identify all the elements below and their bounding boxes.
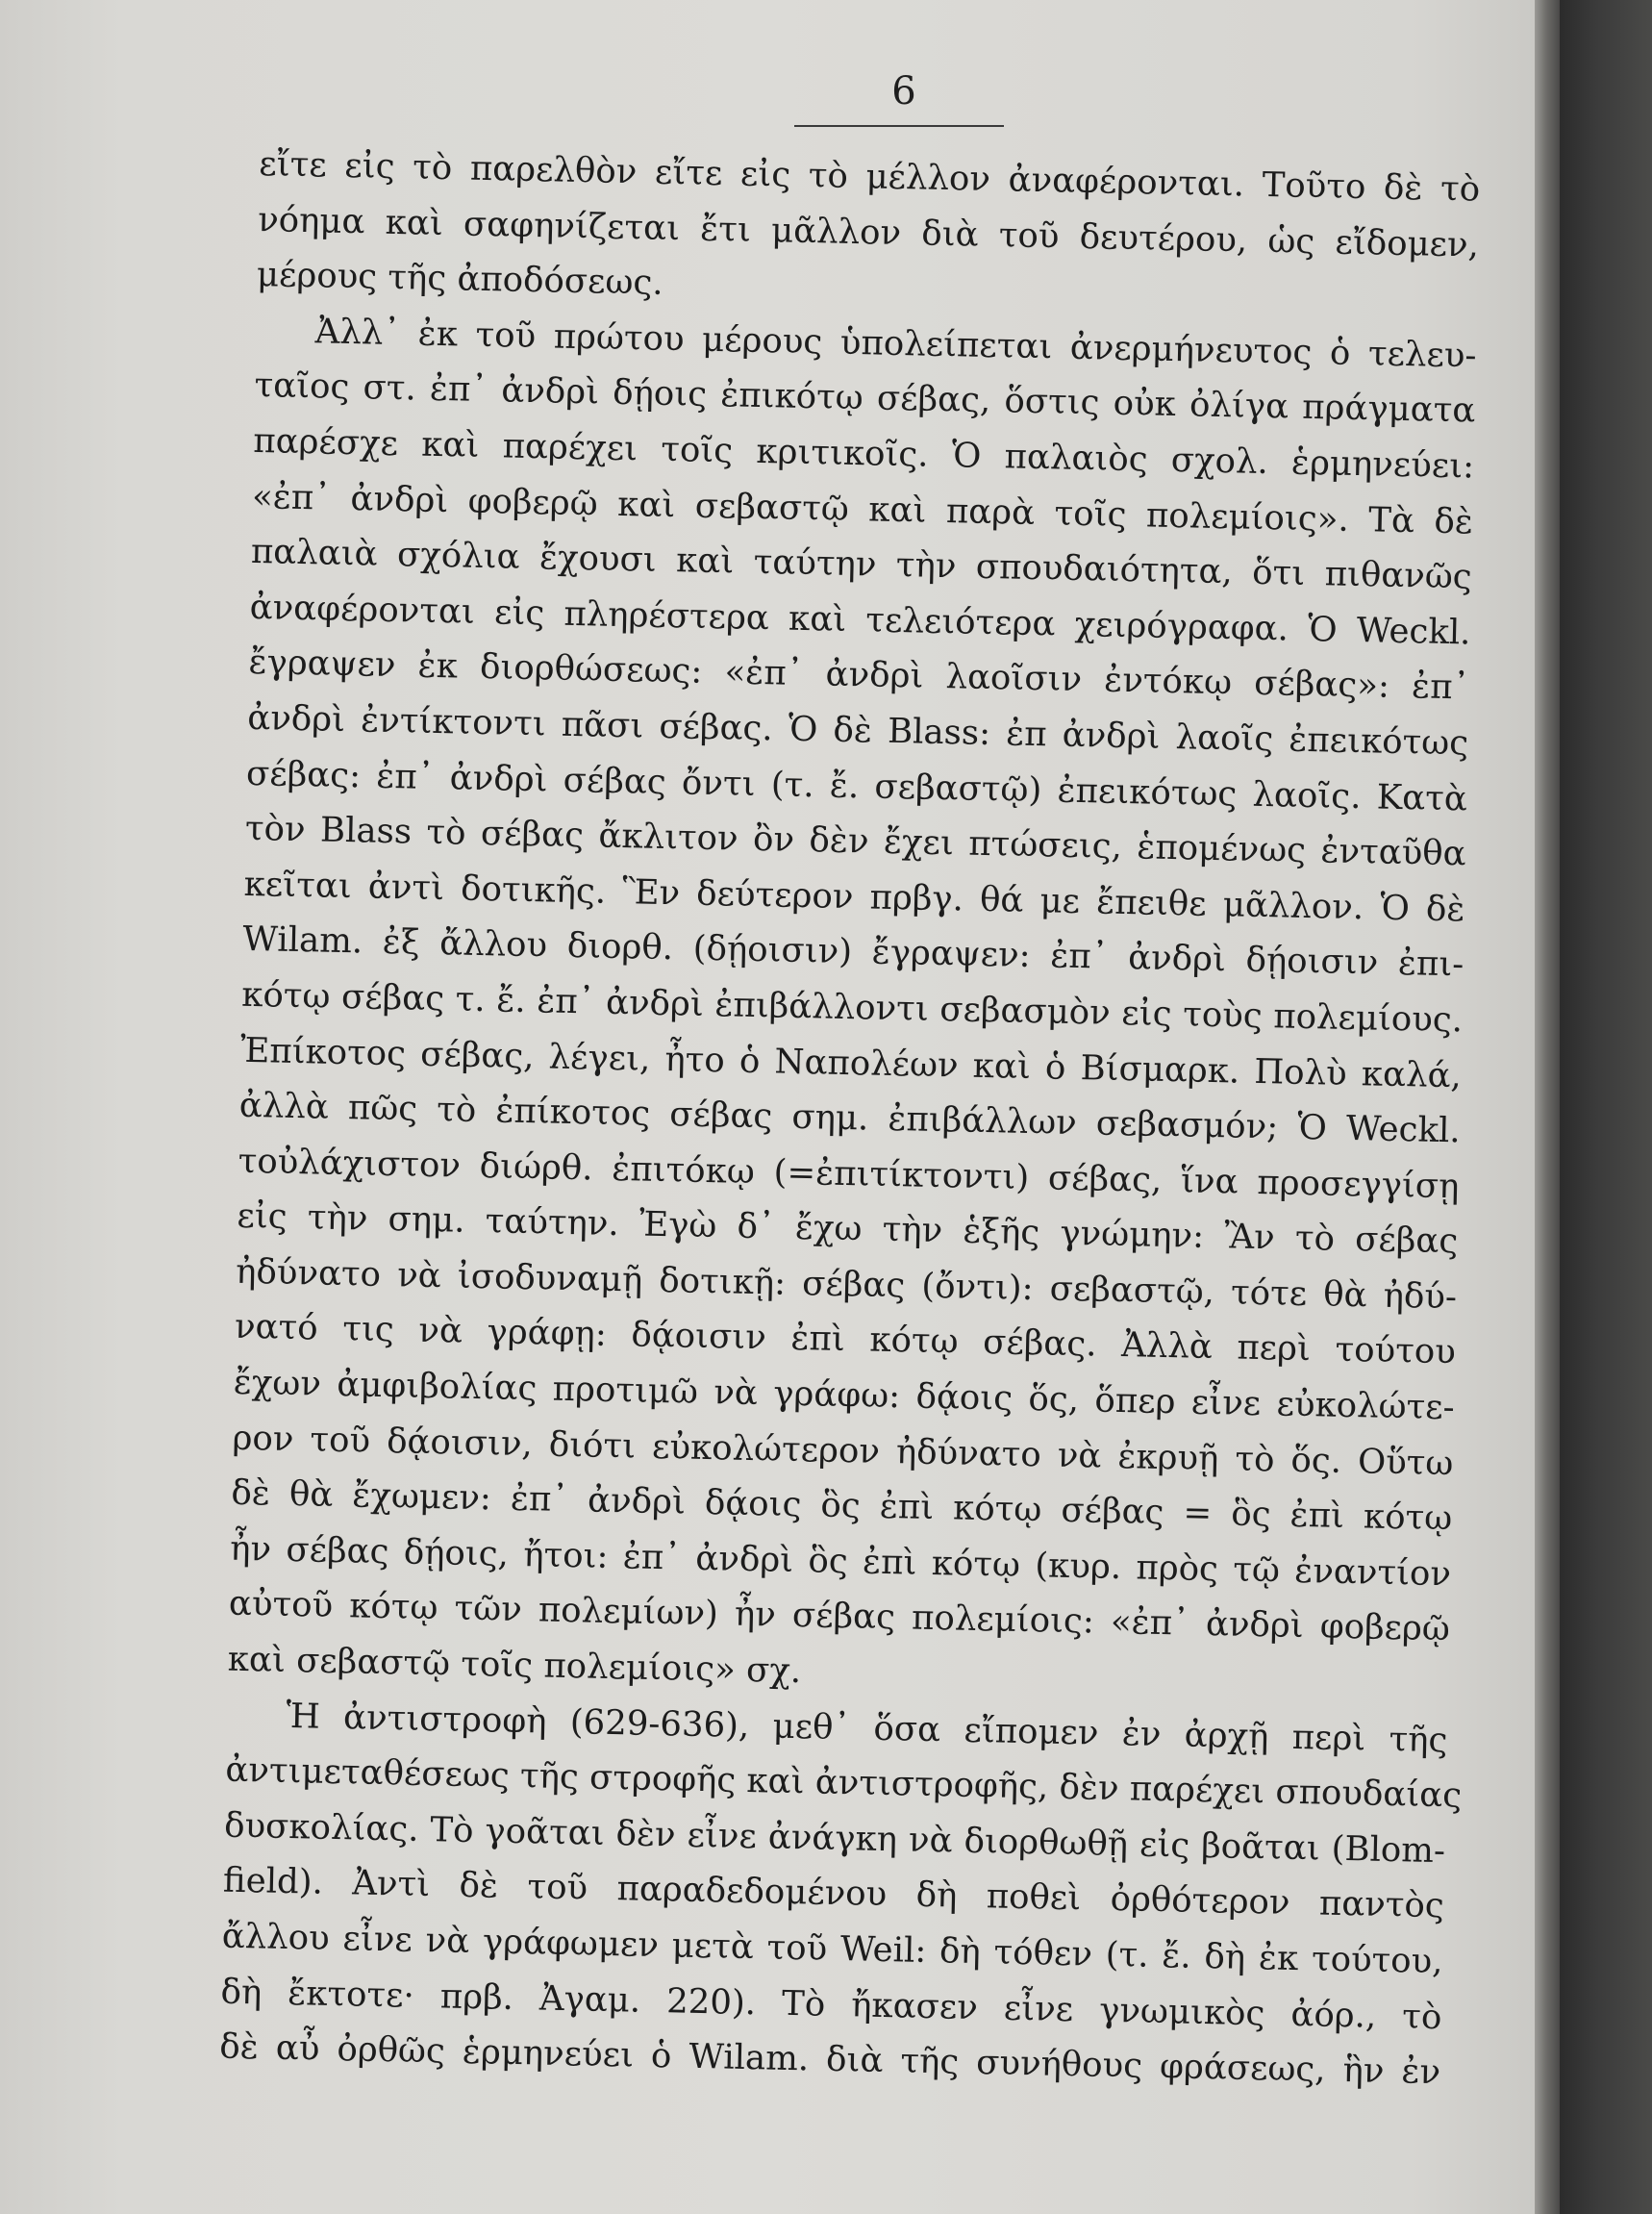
text-line: Ἡ ἀντιστροφὴ (629-636), μεθ᾽ ὅσα εἴπομεν ἐν ἀρχῇ περὶ τῆς bbox=[286, 1696, 1448, 1760]
text-line: δὴ ἔκτοτε· πρβ. Ἀγαμ. 220). Τὸ ἤκασεν εἶνε γνωμικὸς ἀόρ., τὸ bbox=[220, 1972, 1442, 2037]
text-line: νόημα καὶ σαφηνίζεται ἔτι μᾶλλον διὰ τοῦ δευτέρου, ὡς εἴδομεν, bbox=[257, 199, 1480, 265]
text-line: ἀλλὰ πῶς τὸ ἐπίκοτος σέβας σημ. ἐπιβάλλων σεβασμόν; Ὁ Weckl. bbox=[238, 1085, 1462, 1151]
text-line: ἠδύνατο νὰ ἰσοδυναμῇ δοτικῇ: σέβας (ὄντι): σεβαστῷ, τότε θὰ ἠδύ- bbox=[235, 1251, 1458, 1318]
text-line: δυσκολίας. Τὸ γοᾶται δὲν εἶνε ἀνάγκη νὰ διορθωθῇ εἰς βοᾶται (Blom- bbox=[223, 1805, 1446, 1872]
text-line: ρον τοῦ δᾴοισιν, διότι εὐκολώτερον ἠδύνατο νὰ ἐκρυῇ τὸ ὅς. Οὕτω bbox=[232, 1418, 1454, 1483]
text-line: τὸν Blass τὸ σέβας ἄκλιτον ὂν δὲν ἔχει πτώσεις, ἑπομένως ἐνταῦθα bbox=[244, 808, 1467, 874]
page-edge-shadow bbox=[1535, 0, 1560, 2214]
text-line: δὲ αὖ ὀρθῶς ἑρμηνεύει ὁ Wilam. διὰ τῆς συνήθους φράσεως, ἣν ἐν bbox=[218, 2026, 1441, 2093]
text-line: δὲ θὰ ἔχωμεν: ἐπ᾽ ἀνδρὶ δᾴοις ὃς ἐπὶ κότῳ σέβας = ὃς ἐπὶ κότῳ bbox=[231, 1472, 1453, 1539]
text-line: εἴτε εἰς τὸ παρελθὸν εἴτε εἰς τὸ μέλλον ἀναφέρονται. Τοῦτο δὲ τὸ bbox=[258, 143, 1481, 210]
text-line: Ἀλλ᾽ ἐκ τοῦ πρώτου μέρους ὑπολείπεται ἀνερμήνευτος ὁ τελευ- bbox=[314, 312, 1477, 376]
text-line: αὐτοῦ κότῳ τῶν πολεμίων) ἦν σέβας πολεμίοις: «ἐπ᾽ ἀνδρὶ φοβερῷ bbox=[228, 1584, 1451, 1649]
text-line: Wilam. ἐξ ἄλλου διορθ. (δῄοισιν) ἔγραψεν: ἐπ᾽ ἀνδρὶ δῄοισιν ἐπι- bbox=[242, 919, 1464, 985]
text-line: ἔχων ἀμφιβολίας προτιμῶ νὰ γράφω: δᾴοις ὅς, ὅπερ εἶνε εὐκολώτε- bbox=[233, 1362, 1456, 1428]
body-text bbox=[219, 137, 1481, 2101]
text-line: καὶ σεβαστῷ τοῖς πολεμίοις» σχ. bbox=[227, 1639, 802, 1692]
text-line: «ἐπ᾽ ἀνδρὶ φοβερῷ καὶ σεβαστῷ καὶ παρὰ τοῖς πολεμίοις». Τὰ δὲ bbox=[251, 476, 1474, 542]
text-line: ἔγραψεν ἐκ διορθώσεως: «ἐπ᾽ ἀνδρὶ λαοῖσιν ἐντόκῳ σέβας»: ἐπ᾽ bbox=[248, 642, 1470, 708]
text-line: ἀναφέρονται εἰς πληρέστερα καὶ τελειότερα χειρόγραφα. Ὁ Weckl. bbox=[249, 587, 1471, 653]
text-line: σέβας: ἐπ᾽ ἀνδρὶ σέβας ὄντι (τ. ἔ. σεβαστῷ) ἐπεικότως λαοῖς. Κατὰ bbox=[245, 753, 1468, 818]
text-line: κεῖται ἀντὶ δοτικῆς. Ἓν δεύτερον πρβγ. θά με ἔπειθε μᾶλλον. Ὁ δὲ bbox=[243, 864, 1465, 930]
text-line: τοὐλάχιστον διώρθ. ἐπιτόκῳ (=ἐπιτίκτοντι) σέβας, ἵνα προσεγγίσῃ bbox=[238, 1141, 1460, 1207]
text-line: field). Ἀντὶ δὲ τοῦ παραδεδομένου δὴ ποθεὶ ὀρθότερον παντὸς bbox=[222, 1861, 1445, 1926]
text-line: ἦν σέβας δῄοις, ἤτοι: ἐπ᾽ ἀνδρὶ ὃς ἐπὶ κότῳ (κυρ. πρὸς τῷ ἐναντίον bbox=[229, 1528, 1452, 1595]
text-line: ἄλλου εἶνε νὰ γράφωμεν μετὰ τοῦ Weil: δὴ τόθεν (τ. ἔ. δὴ ἐκ τούτου, bbox=[221, 1916, 1443, 1982]
text-line: παλαιὰ σχόλια ἔχουσι καὶ ταύτην τὴν σπουδαιότητα, ὅτι πιθανῶς bbox=[250, 532, 1473, 597]
text-line: μέρους τῆς ἀποδόσεως. bbox=[256, 255, 664, 304]
page-number: 6 bbox=[891, 69, 916, 113]
text-line: νατό τις νὰ γράφῃ: δᾴοισιν ἐπὶ κότῳ σέβας. Ἀλλὰ περὶ τούτου bbox=[234, 1307, 1457, 1372]
scan-background bbox=[1560, 0, 1652, 2214]
text-line: ταῖος στ. ἐπ᾽ ἀνδρὶ δῄοις ἐπικότῳ σέβας, ὅστις οὐκ ὀλίγα πράγματα bbox=[254, 365, 1476, 431]
page-number-rule bbox=[794, 125, 1004, 127]
text-line: ἀνδρὶ ἐντίκτοντι πᾶσι σέβας. Ὁ δὲ Blass: ἐπ ἀνδρὶ λαοῖς ἐπεικότως bbox=[246, 697, 1469, 764]
text-line: κότῳ σέβας τ. ἔ. ἐπ᾽ ἀνδρὶ ἐπιβάλλοντι σεβασμὸν εἰς τοὺς πολεμίους. bbox=[240, 974, 1464, 1041]
text-line: παρέσχε καὶ παρέχει τοῖς κριτικοῖς. Ὁ παλαιὸς σχολ. ἑρμηνεύει: bbox=[252, 420, 1475, 487]
text-line: ἀντιμεταθέσεως τῆς στροφῆς καὶ ἀντιστροφῆς, δὲν παρέχει σπουδαίας bbox=[224, 1749, 1463, 1816]
text-line: εἰς τὴν σημ. ταύτην. Ἐγὼ δ᾽ ἔχω τὴν ἑξῆς γνώμην: Ἂν τὸ σέβας bbox=[237, 1196, 1459, 1262]
text-line: Ἐπίκοτος σέβας, λέγει, ἦτο ὁ Ναπολέων καὶ ὁ Βίσμαρκ. Πολὺ καλά, bbox=[239, 1030, 1463, 1095]
